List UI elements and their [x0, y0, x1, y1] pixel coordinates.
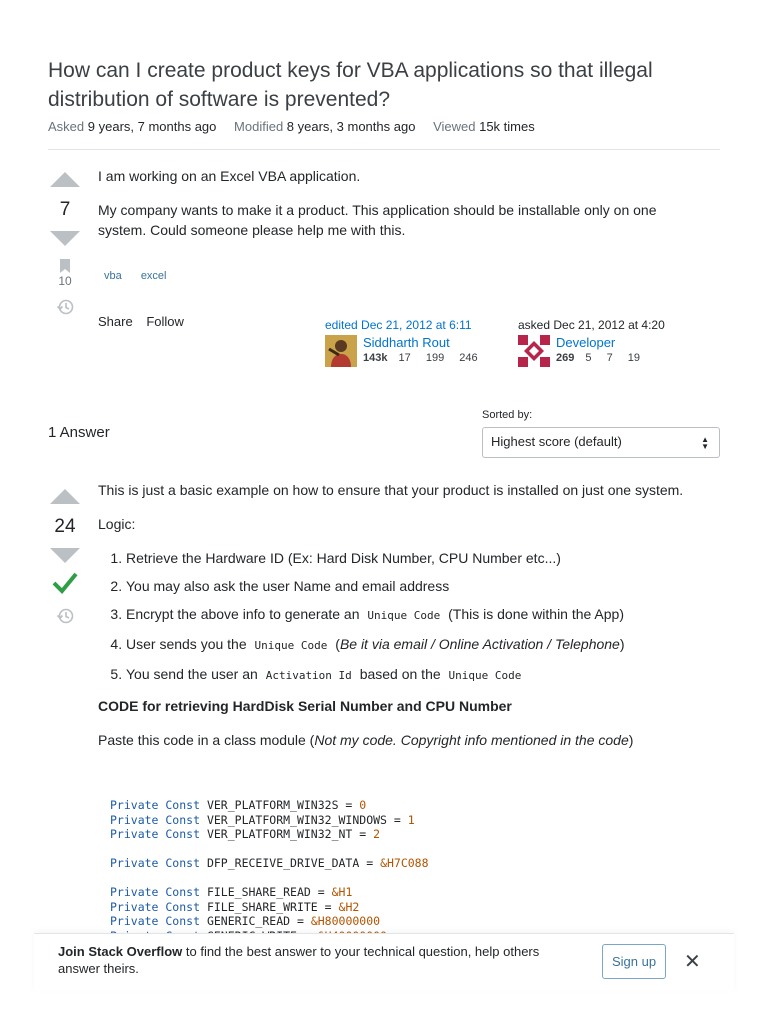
editor-silver-badges: 199 [425, 352, 445, 364]
question-meta [48, 119, 549, 134]
asked-timestamp: asked Dec 21, 2012 at 4:20 [518, 318, 665, 332]
code-value: 2 [373, 827, 381, 841]
accepted-check-icon [52, 571, 78, 593]
join-banner [34, 933, 734, 991]
code-line [110, 827, 708, 842]
step-text: Encrypt the above info to generate an [126, 606, 360, 622]
list-item [126, 548, 698, 568]
edited-timestamp[interactable]: edited Dec 21, 2012 at 6:11 [325, 318, 472, 332]
step-text: You may also ask the user Name and email address [126, 578, 450, 594]
list-item [126, 634, 698, 656]
owner-bronze-badges: 19 [627, 352, 641, 364]
paste-text: ) [628, 732, 634, 748]
answers-count: 1 Answer [48, 424, 110, 441]
list-item [126, 576, 698, 596]
code-identifier: DFP_RECEIVE_DRIVE_DATA = [206, 856, 374, 870]
close-icon[interactable]: ✕ [684, 951, 701, 973]
code-keyword: Private Const [110, 812, 201, 827]
history-icon[interactable] [56, 607, 74, 625]
code-line [110, 856, 708, 871]
editor-name[interactable]: Siddharth Rout [363, 335, 450, 350]
upvote-arrow-icon[interactable] [50, 172, 80, 187]
code-heading: CODE for retrieving HardDisk Serial Number and CPU Number [98, 698, 512, 714]
code-identifier: FILE_SHARE_WRITE = [206, 899, 332, 914]
step-text: ) [619, 636, 625, 652]
question-title[interactable]: How can I create product keys for VBA applications so that illegal distribution of software is prevented? [48, 59, 653, 111]
sort-select[interactable] [482, 427, 720, 458]
code-keyword: Private Const [110, 827, 201, 841]
code-line [110, 813, 708, 828]
code-line [110, 842, 708, 857]
banner-bold-text: Join Stack Overflow [58, 944, 183, 959]
viewed-value: 15k times [479, 119, 535, 134]
editor-gold-badges: 17 [398, 352, 411, 364]
paste-text: Paste this code in a class module ( [98, 732, 315, 748]
owner-reputation: 269 [556, 352, 575, 364]
question-tags [98, 268, 177, 284]
modified-label: Modified [234, 119, 284, 134]
logic-label: Logic: [98, 516, 136, 532]
owner-gold-badges: 5 [585, 352, 592, 364]
follow-link[interactable]: Follow [146, 314, 184, 329]
code-line [110, 900, 708, 915]
inline-code: Unique Code [363, 608, 444, 623]
code-value: &H80000000 [310, 914, 381, 928]
inline-code: Activation Id [262, 668, 356, 683]
editor-signature [325, 318, 490, 367]
code-line [110, 914, 708, 929]
answer-votecell [44, 489, 86, 625]
code-line [110, 871, 708, 886]
code-value: &H1 [331, 885, 353, 899]
viewed-label: Viewed [433, 119, 476, 134]
step-text: ( [335, 636, 340, 652]
owner-signature [518, 318, 665, 367]
answer-intro: This is just a basic example on how to ensure that your product is installed on just one system. [98, 482, 684, 498]
code-keyword: Private Const [110, 798, 201, 812]
bookmark-icon[interactable] [59, 258, 71, 274]
code-identifier: VER_PLATFORM_WIN32_WINDOWS = [206, 812, 401, 827]
owner-avatar[interactable] [518, 335, 550, 367]
question-paragraph: My company wants to make it a product. This application should be installable only on one system. Could someone please help me with this. [98, 202, 657, 238]
sorted-by-label: Sorted by: [482, 409, 533, 421]
step-text: You send the user an [126, 666, 258, 682]
editor-reputation: 143k [363, 352, 388, 364]
code-keyword: Private Const [110, 856, 201, 870]
question-score: 7 [59, 199, 71, 220]
history-icon[interactable] [56, 298, 74, 316]
asked-value: 9 years, 7 months ago [87, 119, 217, 134]
code-value: 0 [359, 798, 367, 812]
banner-text [58, 943, 578, 977]
question-post-menu [98, 314, 194, 329]
sort-selected-value: Highest score (default) [491, 434, 622, 449]
editor-avatar[interactable] [325, 335, 357, 367]
list-item [126, 664, 698, 686]
owner-name[interactable]: Developer [556, 335, 616, 350]
step-text: (This is done within the App) [448, 606, 625, 622]
logic-steps-list [126, 548, 698, 686]
owner-silver-badges: 7 [606, 352, 613, 364]
code-value: &H7C088 [380, 856, 429, 870]
code-line [110, 798, 708, 813]
question-votecell [44, 172, 86, 316]
code-block[interactable] [98, 790, 720, 935]
downvote-arrow-icon[interactable] [50, 231, 80, 246]
code-identifier: GENERIC_READ = [206, 914, 304, 928]
tag-vba[interactable]: vba [104, 270, 122, 282]
code-keyword: Private Const [110, 885, 201, 899]
code-line [110, 885, 708, 900]
downvote-arrow-icon[interactable] [50, 548, 80, 563]
bookmark-count: 10 [58, 274, 72, 288]
answer-body [98, 480, 698, 764]
sign-up-button[interactable]: Sign up [602, 944, 666, 979]
title-divider [48, 149, 720, 150]
modified-value[interactable]: 8 years, 3 months ago [286, 119, 416, 134]
step-emphasis: Be it via email / Online Activation / Telephone [339, 636, 620, 652]
inline-code: Unique Code [251, 638, 332, 653]
editor-bronze-badges: 246 [459, 352, 478, 364]
code-value: 1 [407, 812, 415, 827]
select-caret-icon: ▲ ▼ [701, 435, 709, 451]
code-identifier: VER_PLATFORM_WIN32S = [206, 798, 353, 812]
step-text: Retrieve the Hardware ID (Ex: Hard Disk Number, CPU Number etc...) [126, 550, 561, 566]
step-text: User sends you the [126, 636, 247, 652]
code-keyword: Private Const [110, 914, 201, 928]
upvote-arrow-icon[interactable] [50, 489, 80, 504]
paste-instruction [98, 730, 698, 750]
paste-emphasis: Not my code. Copyright info mentioned in the code [314, 732, 629, 748]
code-identifier: VER_PLATFORM_WIN32_NT = [206, 827, 367, 841]
step-text: based on the [359, 666, 441, 682]
share-link[interactable]: Share [98, 314, 133, 329]
question-paragraph: I am working on an Excel VBA application. [98, 168, 361, 184]
asked-label: Asked [48, 119, 85, 134]
code-keyword: Private Const [110, 899, 201, 914]
list-item [126, 604, 698, 626]
inline-code: Unique Code [445, 668, 526, 683]
banner-body-text: to find the best answer to your technical question, help others answer theirs. [58, 944, 540, 976]
code-identifier: FILE_SHARE_READ = [206, 885, 325, 899]
code-value: &H2 [338, 899, 360, 914]
tag-excel[interactable]: excel [140, 270, 167, 282]
question-body [98, 166, 698, 254]
answer-score: 24 [54, 516, 76, 537]
